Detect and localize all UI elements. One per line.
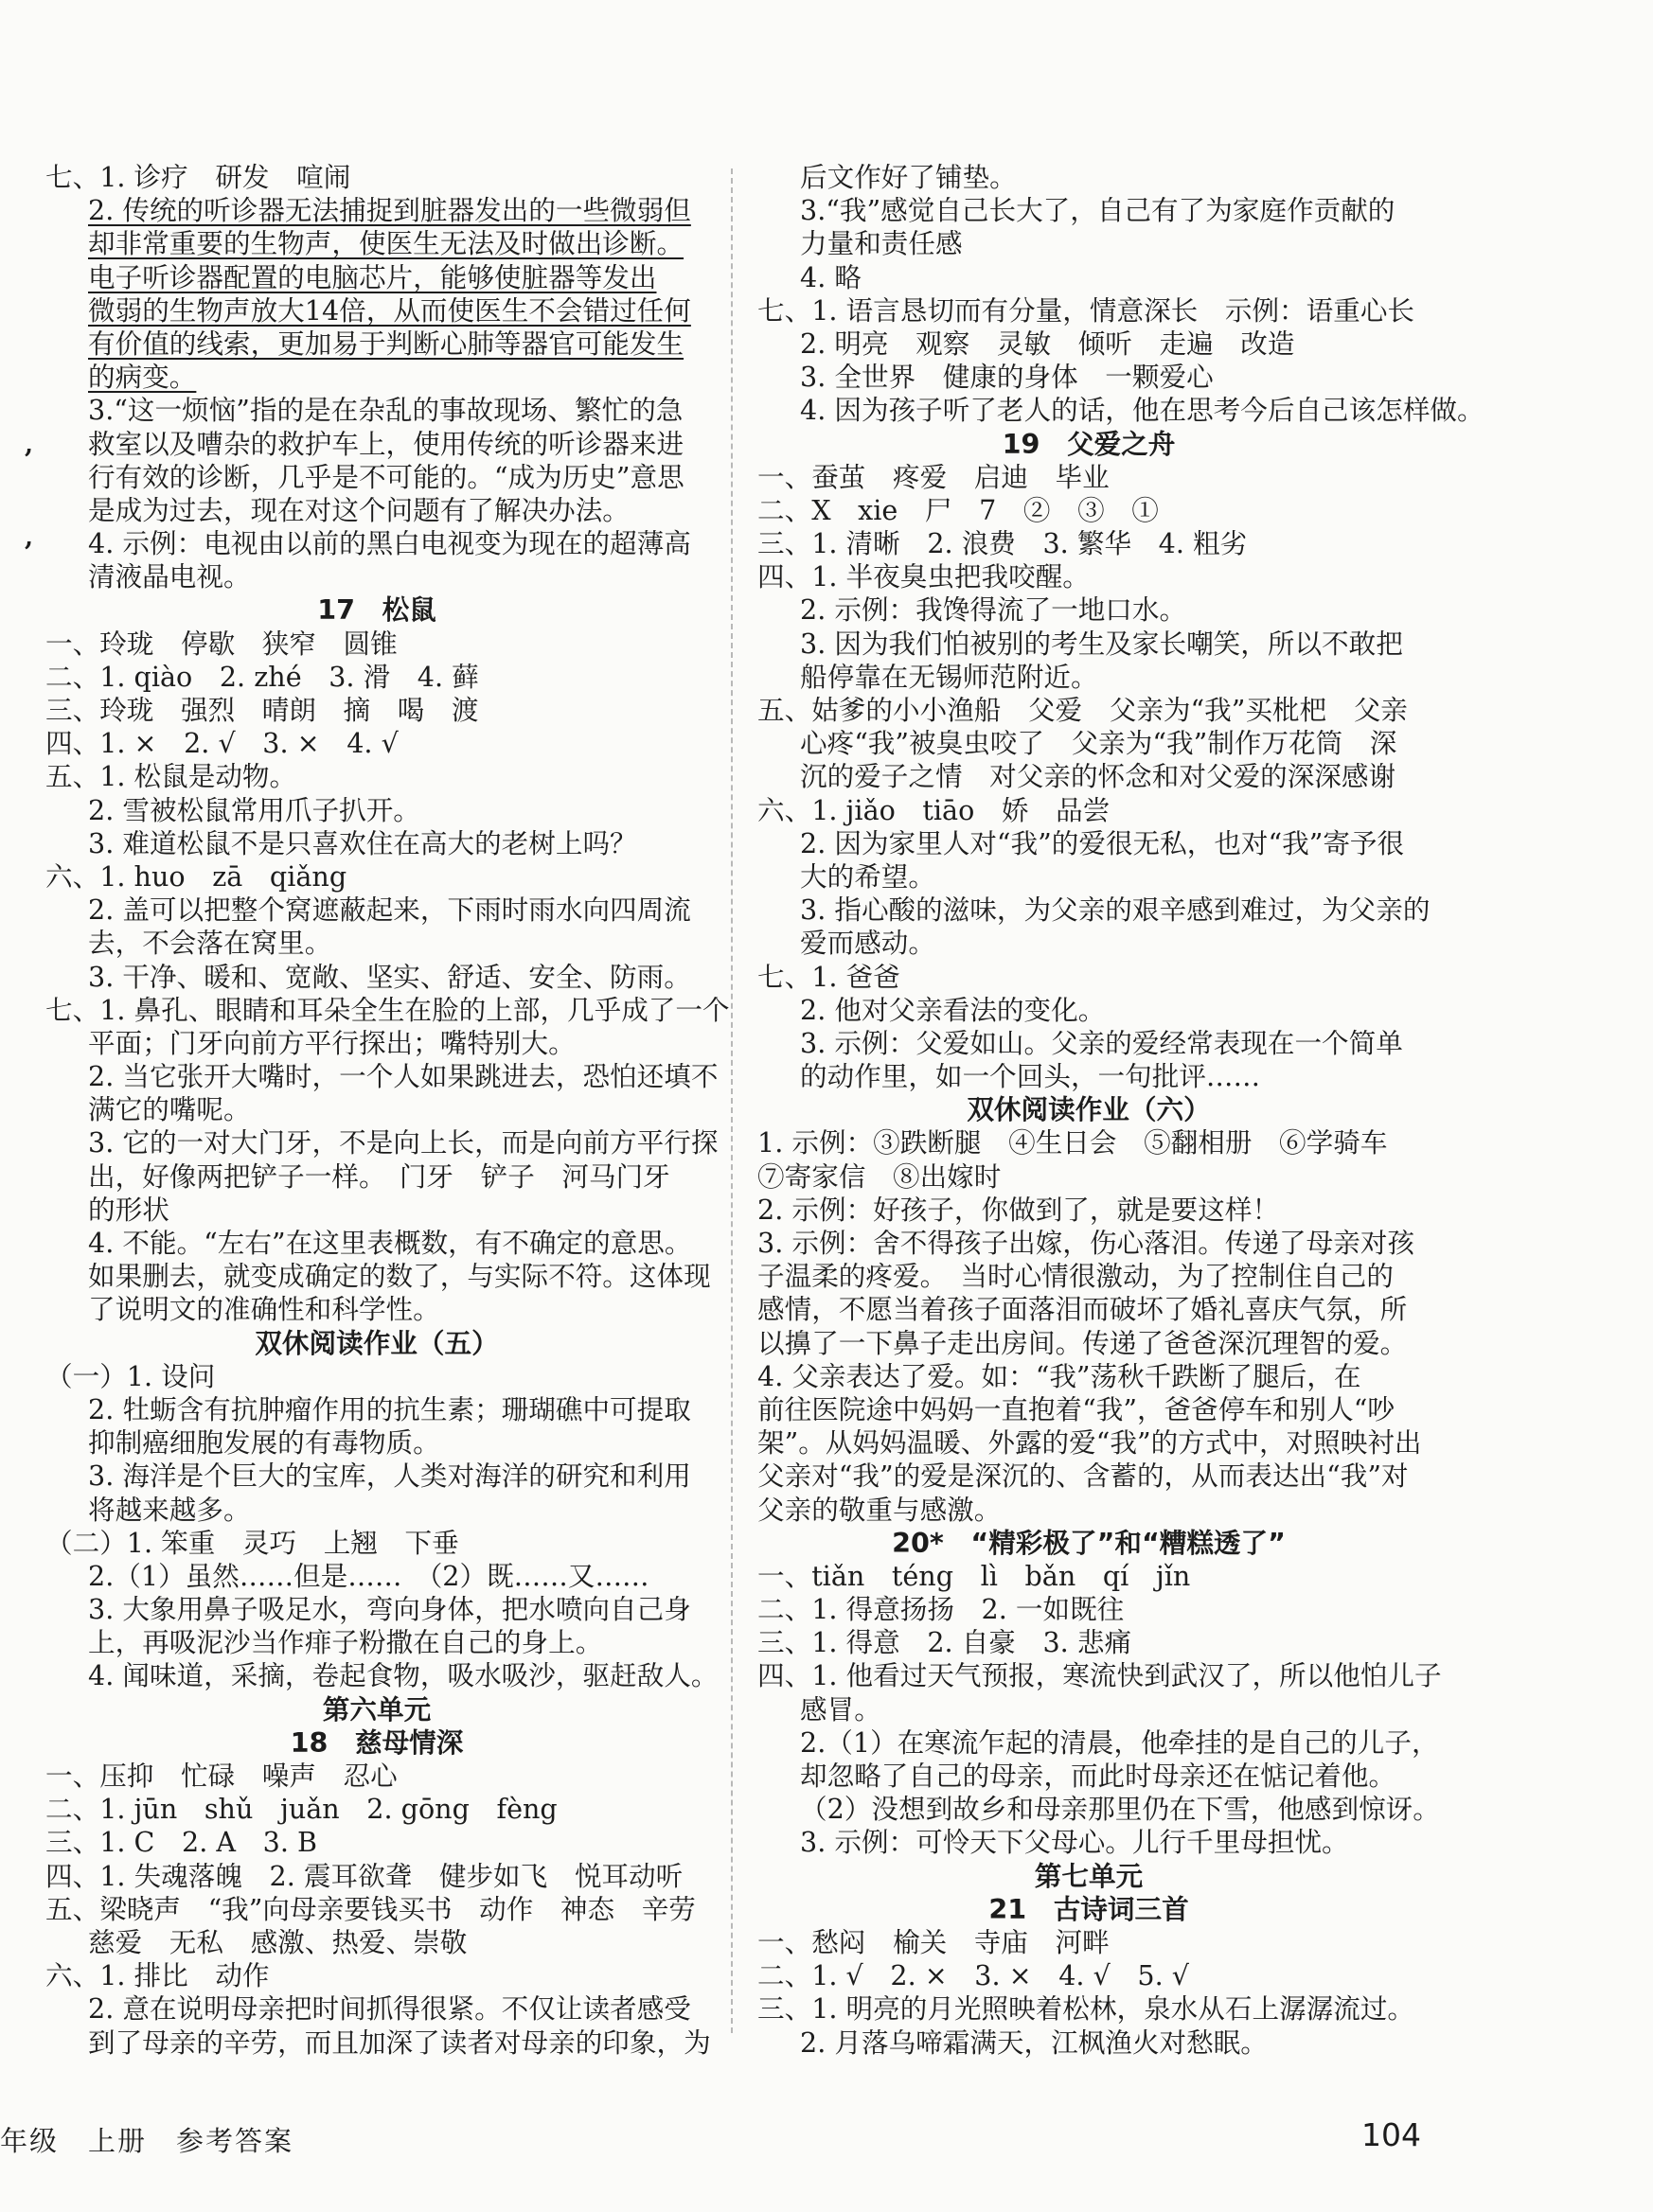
answer-line: 3. 示例：舍不得孩子出嫁，伤心落泪。传递了母亲对孩 bbox=[757, 1227, 1415, 1259]
answer-line: 2. 示例：我馋得流了一地口水。 bbox=[800, 593, 1187, 627]
answer-line: 2. 当它张开大嘴时，一个人如果跳进去，恐怕还填不 bbox=[88, 1060, 719, 1093]
answer-line: 五、姑爹的小小渔船 父爱 父亲为“我”买枇杷 父亲 bbox=[757, 694, 1408, 726]
answer-line: 是成为过去，现在对这个问题有了解决办法。 bbox=[88, 493, 630, 526]
answer-line: 六、1. 排比 动作 bbox=[45, 1959, 270, 1992]
margin-mark: , bbox=[25, 431, 34, 459]
answer-line: 船停靠在无锡师范附近。 bbox=[800, 660, 1098, 693]
answer-line: 了说明文的准确性和科学性。 bbox=[88, 1293, 440, 1326]
answer-line: 清液晶电视。 bbox=[88, 560, 251, 593]
answer-line: 3. 海洋是个巨大的宝库，人类对海洋的研究和利用 bbox=[88, 1460, 691, 1493]
answer-line: 将越来越多。 bbox=[88, 1493, 251, 1526]
answer-line: 3.“这一烦恼”指的是在杂乱的事故现场、繁忙的急 bbox=[88, 394, 684, 427]
answer-line: 却忽略了自己的母亲，而此时母亲还在惦记着他。 bbox=[800, 1760, 1396, 1792]
answer-line: （二）1. 笨重 灵巧 上翘 下垂 bbox=[45, 1526, 459, 1559]
answer-line: 四、1. 失魂落魄 2. 震耳欲聋 健步如飞 悦耳动听 bbox=[45, 1859, 684, 1892]
answer-line: 上，再吸泥沙当作痱子粉撒在自己的身上。 bbox=[88, 1626, 603, 1659]
answer-line: 救室以及嘈杂的救护车上，使用传统的听诊器来进 bbox=[88, 427, 684, 460]
answer-line: 心疼“我”被臭虫咬了 父亲为“我”制作万花筒 深 bbox=[800, 727, 1397, 760]
footer-book-label: 年级 上册 参考答案 bbox=[0, 2125, 294, 2157]
underlined-answer-text: 的病变。 bbox=[88, 361, 197, 394]
answer-line: 父亲对“我”的爱是深沉的、含蓄的，从而表达出“我”对 bbox=[757, 1460, 1409, 1493]
answer-line: 去，不会落在窝里。 bbox=[88, 927, 332, 960]
answer-line: 父亲的敬重与感激。 bbox=[757, 1493, 1002, 1526]
answer-line: 3. 指心酸的滋味，为父亲的艰辛感到难过，为父亲的 bbox=[800, 894, 1431, 927]
section-heading: 第六单元 bbox=[322, 1692, 432, 1725]
answer-line bbox=[45, 194, 708, 227]
answer-line: 七、1. 爸爸 bbox=[757, 960, 900, 993]
underlined-answer-text: 电子听诊器配置的电脑芯片，能够使脏器等发出 bbox=[88, 260, 657, 293]
answer-line: 一、愁闷 榆关 寺庙 河畔 bbox=[757, 1925, 1110, 1958]
answer-line: 1. 示例：③跌断腿 ④生日会 ⑤翻相册 ⑥学骑车 bbox=[757, 1126, 1388, 1159]
answer-line: （2）没想到故乡和母亲那里仍在下雪，他感到惊讶。 bbox=[800, 1793, 1440, 1826]
answer-line: 2.（1）在寒流乍起的清晨，他牵挂的是自己的儿子， bbox=[800, 1725, 1439, 1759]
answer-line: 3. 大象用鼻子吸足水，弯向身体，把水喷向自己身 bbox=[88, 1593, 691, 1626]
answer-line: 慈爱 无私 感激、热爱、崇敬 bbox=[88, 1925, 468, 1958]
answer-line: 后文作好了铺垫。 bbox=[800, 161, 1017, 193]
answer-line: 三、1. 清晰 2. 浪费 3. 繁华 4. 粗劣 bbox=[757, 527, 1248, 560]
answer-line: 如果删去，就变成确定的数了，与实际不符。这体现 bbox=[88, 1260, 711, 1293]
answer-line: 2. 雪被松鼠常用爪子扒开。 bbox=[88, 793, 420, 826]
right-answer-column bbox=[757, 161, 1484, 2060]
answer-line: 满它的嘴呢。 bbox=[88, 1093, 251, 1126]
answer-line: 二、1. √ 2. × 3. × 4. √ 5. √ bbox=[757, 1959, 1189, 1992]
answer-line: 三、1. C 2. A 3. B bbox=[45, 1826, 318, 1859]
answer-line bbox=[45, 327, 708, 361]
answer-line: 3. 因为我们怕被别的考生及家长嘲笑，所以不敢把 bbox=[800, 627, 1403, 660]
answer-line: 一、蚕茧 疼爱 启迪 毕业 bbox=[757, 460, 1110, 493]
answer-line: （一）1. 设问 bbox=[45, 1359, 216, 1392]
answer-line: 2. 牡蛎含有抗肿瘤作用的抗生素；珊瑚礁中可提取 bbox=[88, 1392, 691, 1425]
underlined-answer-text: 有价值的线索，更加易于判断心肺等器官可能发生 bbox=[88, 327, 684, 360]
answer-line: 3. 示例：可怜天下父母心。儿行千里母担忧。 bbox=[800, 1826, 1349, 1859]
answer-line: 4. 略 bbox=[800, 260, 862, 293]
section-heading: 17 松鼠 bbox=[317, 593, 436, 627]
answer-line: 2. 盖可以把整个窝遮蔽起来，下雨时雨水向四周流 bbox=[88, 894, 691, 927]
underlined-answer-text: 2. 传统的听诊器无法捕捉到脏器发出的一些微弱但 bbox=[88, 194, 691, 227]
answer-line: 二、1. jūn shǔ juǎn 2. gōng fèng bbox=[45, 1793, 558, 1826]
answer-line: 二、1. 得意扬扬 2. 一如既往 bbox=[757, 1593, 1125, 1626]
section-heading: 第七单元 bbox=[1034, 1859, 1144, 1892]
answer-line: 4. 闻味道，采摘，卷起食物，吸水吸沙，驱赶敌人。 bbox=[88, 1659, 719, 1692]
answer-line: 抑制癌细胞发展的有毒物质。 bbox=[88, 1426, 440, 1460]
answer-line: ⑦寄家信 ⑧出嫁时 bbox=[757, 1159, 1002, 1193]
underlined-answer-text: 却非常重要的生物声，使医生无法及时做出诊断。 bbox=[88, 227, 684, 260]
answer-line: 以擤了一下鼻子走出房间。传递了爸爸深沉理智的爱。 bbox=[757, 1326, 1408, 1359]
answer-line: 2. 示例：好孩子，你做到了，就是要这样！ bbox=[757, 1193, 1280, 1226]
answer-line: 一、tiǎn téng lì bǎn qí jǐn bbox=[757, 1559, 1191, 1592]
answer-line: 2. 意在说明母亲把时间抓得很紧。不仅让读者感受 bbox=[88, 1992, 691, 2026]
margin-mark: , bbox=[25, 523, 34, 552]
answer-line: 五、梁晓声 “我”向母亲要钱买书 动作 神态 辛劳 bbox=[45, 1892, 696, 1925]
answer-line: 4. 因为孩子听了老人的话，他在思考今后自己该怎样做。 bbox=[800, 394, 1484, 427]
answer-line: 2.（1）虽然……但是…… （2）既……又…… bbox=[88, 1559, 649, 1592]
answer-line bbox=[45, 361, 708, 394]
answer-line: 3. 示例：父爱如山。父亲的爱经常表现在一个简单 bbox=[800, 1026, 1403, 1059]
answer-line: 2. 他对父亲看法的变化。 bbox=[800, 993, 1106, 1026]
section-heading: 18 慈母情深 bbox=[290, 1725, 464, 1759]
page-number: 104 bbox=[1361, 2116, 1421, 2153]
answer-line bbox=[45, 227, 708, 260]
answer-line: 出，好像两把铲子一样。 门牙 铲子 河马门牙 bbox=[88, 1159, 670, 1193]
answer-line: 的形状 bbox=[88, 1193, 169, 1226]
section-heading: 20* “精彩极了”和“糟糕透了” bbox=[892, 1526, 1286, 1559]
section-heading: 双休阅读作业（六） bbox=[967, 1093, 1211, 1126]
answer-line: 七、1. 鼻孔、眼睛和耳朵全生在脸的上部，几乎成了一个 bbox=[45, 993, 730, 1026]
answer-line: 六、1. huo zā qiǎng bbox=[45, 859, 347, 893]
answer-line: 2. 因为家里人对“我”的爱很无私，也对“我”寄予很 bbox=[800, 826, 1405, 859]
answer-line bbox=[45, 261, 708, 294]
answer-line: 3.“我”感觉自己长大了，自己有了为家庭作贡献的 bbox=[800, 194, 1395, 227]
underlined-answer-text: 微弱的生物声放大14倍，从而使医生不会错过任何 bbox=[88, 293, 691, 327]
answer-line: 三、1. 得意 2. 自豪 3. 悲痛 bbox=[757, 1626, 1132, 1659]
answer-line: 感冒。 bbox=[800, 1692, 881, 1725]
answer-line bbox=[45, 294, 708, 327]
answer-line: 大的希望。 bbox=[800, 859, 935, 893]
answer-line: 二、X xie 尸 7 ② ③ ① bbox=[757, 493, 1159, 526]
answer-line: 平面；门牙向前方平行探出；嘴特别大。 bbox=[88, 1026, 576, 1059]
answer-line: 爱而感动。 bbox=[800, 927, 935, 960]
answer-line: 感情，不愿当着孩子面落泪而破坏了婚礼喜庆气氛，所 bbox=[757, 1293, 1408, 1326]
answer-line: 一、压抑 忙碌 噪声 忍心 bbox=[45, 1760, 398, 1792]
answer-line: 行有效的诊断，几乎是不可能的。“成为历史”意思 bbox=[88, 460, 684, 493]
column-divider bbox=[731, 168, 733, 2033]
section-heading: 双休阅读作业（五） bbox=[255, 1326, 499, 1359]
answer-line: 3. 难道松鼠不是只喜欢住在高大的老树上吗？ bbox=[88, 826, 637, 859]
answer-line: 4. 示例：电视由以前的黑白电视变为现在的超薄高 bbox=[88, 527, 691, 560]
answer-line: 力量和责任感 bbox=[800, 227, 963, 260]
answer-line: 前往医院途中妈妈一直抱着“我”，爸爸停车和别人“吵 bbox=[757, 1392, 1395, 1425]
answer-line: 子温柔的疼爱。 当时心情很激动，为了控制住自己的 bbox=[757, 1260, 1394, 1293]
answer-line: 一、玲珑 停歇 狭窄 圆锥 bbox=[45, 627, 398, 660]
answer-line: 四、1. 他看过天气预报，寒流快到武汉了，所以他怕儿子 bbox=[757, 1659, 1442, 1692]
answer-line: 的动作里，如一个回头，一句批评…… bbox=[800, 1060, 1261, 1093]
answer-line: 七、1. 语言恳切而有分量，情意深长 示例：语重心长 bbox=[757, 293, 1415, 327]
answer-line: 架”。从妈妈温暖、外露的爱“我”的方式中，对照映衬出 bbox=[757, 1426, 1422, 1460]
answer-line: 七、1. 诊疗 研发 喧闹 bbox=[45, 161, 351, 193]
answer-line: 3. 干净、暖和、宽敞、坚实、舒适、安全、防雨。 bbox=[88, 960, 691, 993]
answer-line: 沉的爱子之情 对父亲的怀念和对父爱的深深感谢 bbox=[800, 760, 1396, 793]
left-answer-column bbox=[45, 161, 730, 2060]
answer-line: 2. 明亮 观察 灵敏 倾听 走遍 改造 bbox=[800, 327, 1295, 360]
answer-line: 六、1. jiǎo tiāo 娇 品尝 bbox=[757, 793, 1111, 826]
section-heading: 21 古诗词三首 bbox=[988, 1892, 1189, 1925]
answer-line: 3. 它的一对大门牙，不是向上长，而是向前方平行探 bbox=[88, 1126, 719, 1159]
answer-line: 三、1. 明亮的月光照映着松林，泉水从石上潺潺流过。 bbox=[757, 1992, 1415, 2026]
answer-line: 4. 父亲表达了爱。如：“我”荡秋千跌断了腿后，在 bbox=[757, 1359, 1361, 1392]
answer-line: 三、玲珑 强烈 晴朗 摘 喝 渡 bbox=[45, 694, 479, 726]
answer-line: 五、1. 松鼠是动物。 bbox=[45, 760, 297, 793]
answer-line: 4. 不能。“左右”在这里表概数，有不确定的意思。 bbox=[88, 1227, 692, 1259]
answer-line: 二、1. qiào 2. zhé 3. 滑 4. 藓 bbox=[45, 660, 479, 693]
answer-line: 四、1. × 2. √ 3. × 4. √ bbox=[45, 727, 399, 760]
answer-line: 到了母亲的辛劳，而且加深了读者对母亲的印象，为 bbox=[88, 2026, 711, 2059]
answer-line: 3. 全世界 健康的身体 一颗爱心 bbox=[800, 361, 1214, 394]
answer-line: 四、1. 半夜臭虫把我咬醒。 bbox=[757, 560, 1090, 593]
answer-line: 2. 月落乌啼霜满天，江枫渔火对愁眠。 bbox=[800, 2026, 1268, 2059]
section-heading: 19 父爱之舟 bbox=[1002, 427, 1176, 460]
